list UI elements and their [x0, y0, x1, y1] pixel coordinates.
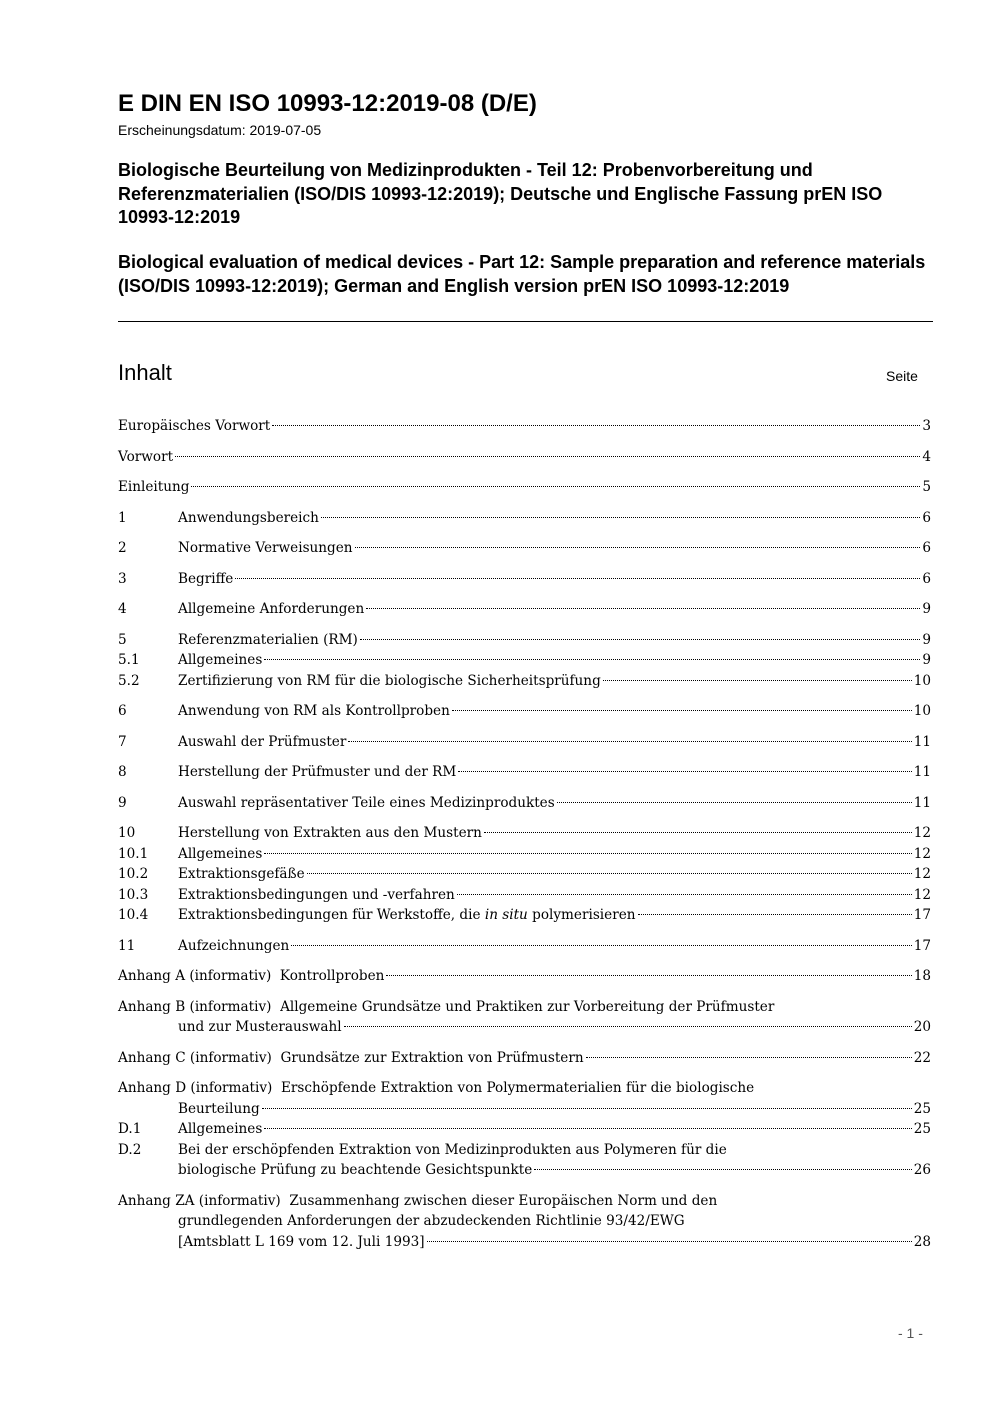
toc-leader-dots — [386, 975, 911, 976]
toc-entry-title-continued: [Amtsblatt L 169 vom 12. Juli 1993] — [178, 1233, 425, 1250]
toc-entry-title: Aufzeichnungen — [178, 937, 290, 954]
toc-entry-title-continued: biologische Prüfung zu beachtende Gesichtspunkte — [178, 1162, 533, 1178]
toc-entry-title: Vorwort — [118, 448, 174, 465]
toc-entry-number: 4 — [118, 601, 127, 617]
toc-entry-einleitung[interactable] — [118, 477, 931, 498]
toc-entry-section-2[interactable] — [118, 538, 931, 559]
toc-entry-title: Europäisches Vorwort — [118, 418, 271, 434]
toc-leader-dots — [264, 853, 911, 854]
toc-entry-title: Begriffe — [178, 570, 234, 587]
toc-entry-title: Normative Verweisungen — [178, 540, 353, 556]
toc-entry-title: Grundsätze zur Extraktion von Prüfmustern — [280, 1049, 584, 1066]
toc-entry-section-10-4[interactable] — [118, 905, 931, 926]
toc-entry-page: 12 — [913, 886, 931, 903]
toc-entry-number: 8 — [118, 764, 127, 780]
page-number: - 1 - — [898, 1325, 923, 1341]
title-german: Biologische Beurteilung von Medizinprodukten - Teil 12: Probenvorbereitung und Referenzmaterialien (ISO/DIS 10993-12:2019); Deutsche und Englische Fassung prEN ISO 10993-12:2019 — [118, 160, 883, 227]
toc-entry-section-1[interactable] — [118, 508, 931, 529]
toc-entry-number: 11 — [118, 937, 136, 954]
toc-entry-annex-d[interactable] — [118, 1078, 931, 1119]
toc-entry-title: Herstellung von Extrakten aus den Mustern — [178, 825, 482, 841]
toc-entry-section-5-1[interactable] — [118, 650, 931, 671]
toc-entry-page: 25 — [913, 1121, 931, 1137]
toc-leader-dots — [458, 771, 911, 772]
toc-entry-page: 12 — [913, 825, 931, 841]
toc-entry-page: 5 — [922, 479, 931, 495]
toc-leader-dots — [291, 945, 911, 946]
toc-entry-section-10-1[interactable] — [118, 844, 931, 865]
toc-entry-section-5-2[interactable] — [118, 671, 931, 692]
toc-leader-dots — [264, 659, 920, 660]
toc-entry-annex-a[interactable] — [118, 966, 931, 987]
toc-entry-title: Extraktionsbedingungen und -verfahren — [178, 886, 455, 903]
toc-leader-dots — [457, 894, 912, 895]
toc-entry-page: 22 — [913, 1049, 931, 1066]
toc-entry-page: 9 — [922, 652, 931, 668]
table-of-contents — [118, 416, 931, 1252]
toc-entry-page: 12 — [913, 866, 931, 882]
toc-entry-title: Allgemeine Grundsätze und Praktiken zur Vorbereitung der Prüfmuster — [280, 998, 775, 1015]
toc-entry-annex-za[interactable] — [118, 1191, 931, 1253]
toc-entry-title: Extraktionsbedingungen für Werkstoffe, die in situ polymerisieren — [178, 907, 636, 923]
toc-leader-dots — [557, 802, 912, 803]
toc-leader-dots — [175, 456, 920, 457]
toc-leader-dots — [586, 1057, 912, 1058]
toc-entry-page: 20 — [913, 1019, 931, 1035]
toc-entry-title-continued: und zur Musterauswahl — [178, 1019, 342, 1035]
toc-entry-number: 5 — [118, 631, 127, 648]
toc-annex-label: Anhang B (informativ) — [118, 998, 272, 1015]
toc-entry-page: 26 — [913, 1162, 931, 1178]
toc-entry-annex-d-2[interactable] — [118, 1140, 931, 1181]
toc-entry-number: 10.3 — [118, 886, 149, 903]
toc-entry-vorwort[interactable] — [118, 447, 931, 468]
toc-entry-annex-c[interactable] — [118, 1048, 931, 1069]
toc-entry-number: 9 — [118, 794, 127, 811]
toc-entry-page: 18 — [913, 968, 931, 984]
toc-leader-dots — [366, 608, 920, 609]
toc-annex-label: Anhang D (informativ) — [118, 1080, 273, 1096]
toc-entry-page: 6 — [922, 540, 931, 556]
toc-entry-title-continued: Beurteilung — [178, 1100, 260, 1117]
toc-entry-title: Referenzmaterialien (RM) — [178, 631, 358, 648]
toc-entry-page: 6 — [922, 570, 931, 587]
toc-entry-section-10[interactable] — [118, 823, 931, 844]
toc-entry-page: 28 — [913, 1233, 931, 1250]
toc-entry-number: 7 — [118, 733, 127, 750]
toc-leader-dots — [603, 680, 912, 681]
toc-entry-title: Einleitung — [118, 479, 190, 495]
toc-entry-number: 6 — [118, 703, 127, 719]
toc-entry-number: 1 — [118, 509, 127, 526]
toc-leader-dots — [321, 517, 920, 518]
toc-entry-title: Auswahl der Prüfmuster — [178, 733, 347, 750]
toc-entry-page: 11 — [913, 733, 931, 750]
toc-entry-europaeisches-vorwort[interactable] — [118, 416, 931, 437]
toc-entry-number: 10 — [118, 825, 136, 841]
toc-entry-annex-d-1[interactable] — [118, 1119, 931, 1140]
toc-entry-title: Kontrollproben — [279, 968, 385, 984]
toc-entry-page: 10 — [913, 672, 931, 689]
publication-date: Erscheinungsdatum: 2019-07-05 — [118, 122, 322, 138]
toc-leader-dots — [191, 486, 920, 487]
toc-entry-italic-term: in situ — [484, 907, 528, 923]
toc-annex-label: Anhang C (informativ) — [118, 1049, 272, 1066]
toc-leader-dots — [307, 873, 912, 874]
toc-entry-number: D.2 — [118, 1141, 142, 1158]
toc-leader-dots — [344, 1026, 912, 1027]
toc-leader-dots — [264, 1128, 911, 1129]
toc-entry-title: Allgemeines — [178, 652, 263, 668]
toc-entry-title: Bei der erschöpfenden Extraktion von Medizinprodukten aus Polymeren für die — [178, 1141, 727, 1158]
toc-entry-title: Zusammenhang zwischen dieser Europäischen Norm und den — [289, 1192, 718, 1209]
toc-annex-label: Anhang A (informativ) — [118, 968, 272, 984]
toc-entry-title: Herstellung der Prüfmuster und der RM — [178, 764, 457, 780]
toc-entry-page: 4 — [922, 448, 931, 465]
toc-leader-dots — [348, 741, 911, 742]
toc-entry-page: 17 — [913, 937, 931, 954]
toc-entry-page: 17 — [913, 907, 931, 923]
toc-entry-section-3[interactable] — [118, 569, 931, 590]
toc-entry-page: 25 — [913, 1100, 931, 1117]
toc-leader-dots — [484, 832, 912, 833]
toc-entry-number: 5.2 — [118, 672, 140, 689]
toc-entry-page: 11 — [913, 794, 931, 811]
toc-entry-title: Erschöpfende Extraktion von Polymermaterialien für die biologische — [281, 1080, 755, 1096]
toc-entry-number: 2 — [118, 540, 127, 556]
toc-entry-section-6[interactable] — [118, 701, 931, 722]
toc-entry-title: Anwendungsbereich — [178, 509, 319, 526]
toc-entry-section-5[interactable] — [118, 630, 931, 651]
toc-entry-title: Extraktionsgefäße — [178, 866, 305, 882]
toc-entry-section-9[interactable] — [118, 793, 931, 814]
toc-entry-page: 6 — [922, 509, 931, 526]
toc-entry-page: 3 — [922, 418, 931, 434]
toc-leader-dots — [235, 578, 920, 579]
toc-leader-dots — [427, 1241, 912, 1242]
toc-entry-page: 10 — [913, 703, 931, 719]
toc-entry-page: 9 — [922, 631, 931, 648]
toc-entry-page: 9 — [922, 601, 931, 617]
toc-leader-dots — [534, 1169, 911, 1170]
toc-annex-label: Anhang ZA (informativ) — [118, 1192, 281, 1209]
toc-entry-annex-b[interactable] — [118, 997, 931, 1038]
toc-entry-section-11[interactable] — [118, 936, 931, 957]
toc-entry-number: 10.4 — [118, 907, 149, 923]
toc-entry-number: 5.1 — [118, 652, 140, 668]
toc-leader-dots — [452, 710, 912, 711]
title-divider — [118, 321, 933, 322]
toc-entry-number: 10.1 — [118, 845, 149, 862]
toc-page-column-label: Seite — [886, 368, 918, 384]
toc-entry-page: 12 — [913, 845, 931, 862]
toc-entry-section-8[interactable] — [118, 762, 931, 783]
toc-entry-section-4[interactable] — [118, 599, 931, 620]
toc-entry-section-7[interactable] — [118, 732, 931, 753]
document-id: E DIN EN ISO 10993-12:2019-08 (D/E) — [118, 90, 537, 117]
toc-leader-dots — [262, 1108, 912, 1109]
toc-entry-section-10-2[interactable] — [118, 864, 931, 885]
toc-entry-title: Zertifizierung von RM für die biologische Sicherheitsprüfung — [178, 672, 601, 689]
toc-entry-section-10-3[interactable] — [118, 885, 931, 906]
toc-entry-page: 11 — [913, 764, 931, 780]
toc-entry-title: Allgemeines — [178, 845, 263, 862]
toc-entry-title: Allgemeines — [178, 1121, 263, 1137]
toc-entry-title-continued: grundlegenden Anforderungen der abzudeckenden Richtlinie 93/42/EWG — [178, 1213, 685, 1229]
toc-entry-number: D.1 — [118, 1121, 142, 1137]
toc-leader-dots — [272, 425, 920, 426]
toc-leader-dots — [638, 914, 912, 915]
toc-entry-title: Anwendung von RM als Kontrollproben — [178, 703, 450, 719]
toc-leader-dots — [360, 639, 920, 640]
toc-entry-title: Auswahl repräsentativer Teile eines Medizinproduktes — [178, 794, 555, 811]
toc-entry-title: Allgemeine Anforderungen — [178, 601, 365, 617]
toc-entry-number: 3 — [118, 570, 127, 587]
toc-leader-dots — [355, 547, 921, 548]
toc-entry-number: 10.2 — [118, 866, 149, 882]
toc-heading: Inhalt — [118, 360, 172, 385]
title-english: Biological evaluation of medical devices - Part 12: Sample preparation and reference materials (ISO/DIS 10993-12:2019); German and English version prEN ISO 10993-12:2019 — [118, 252, 926, 296]
